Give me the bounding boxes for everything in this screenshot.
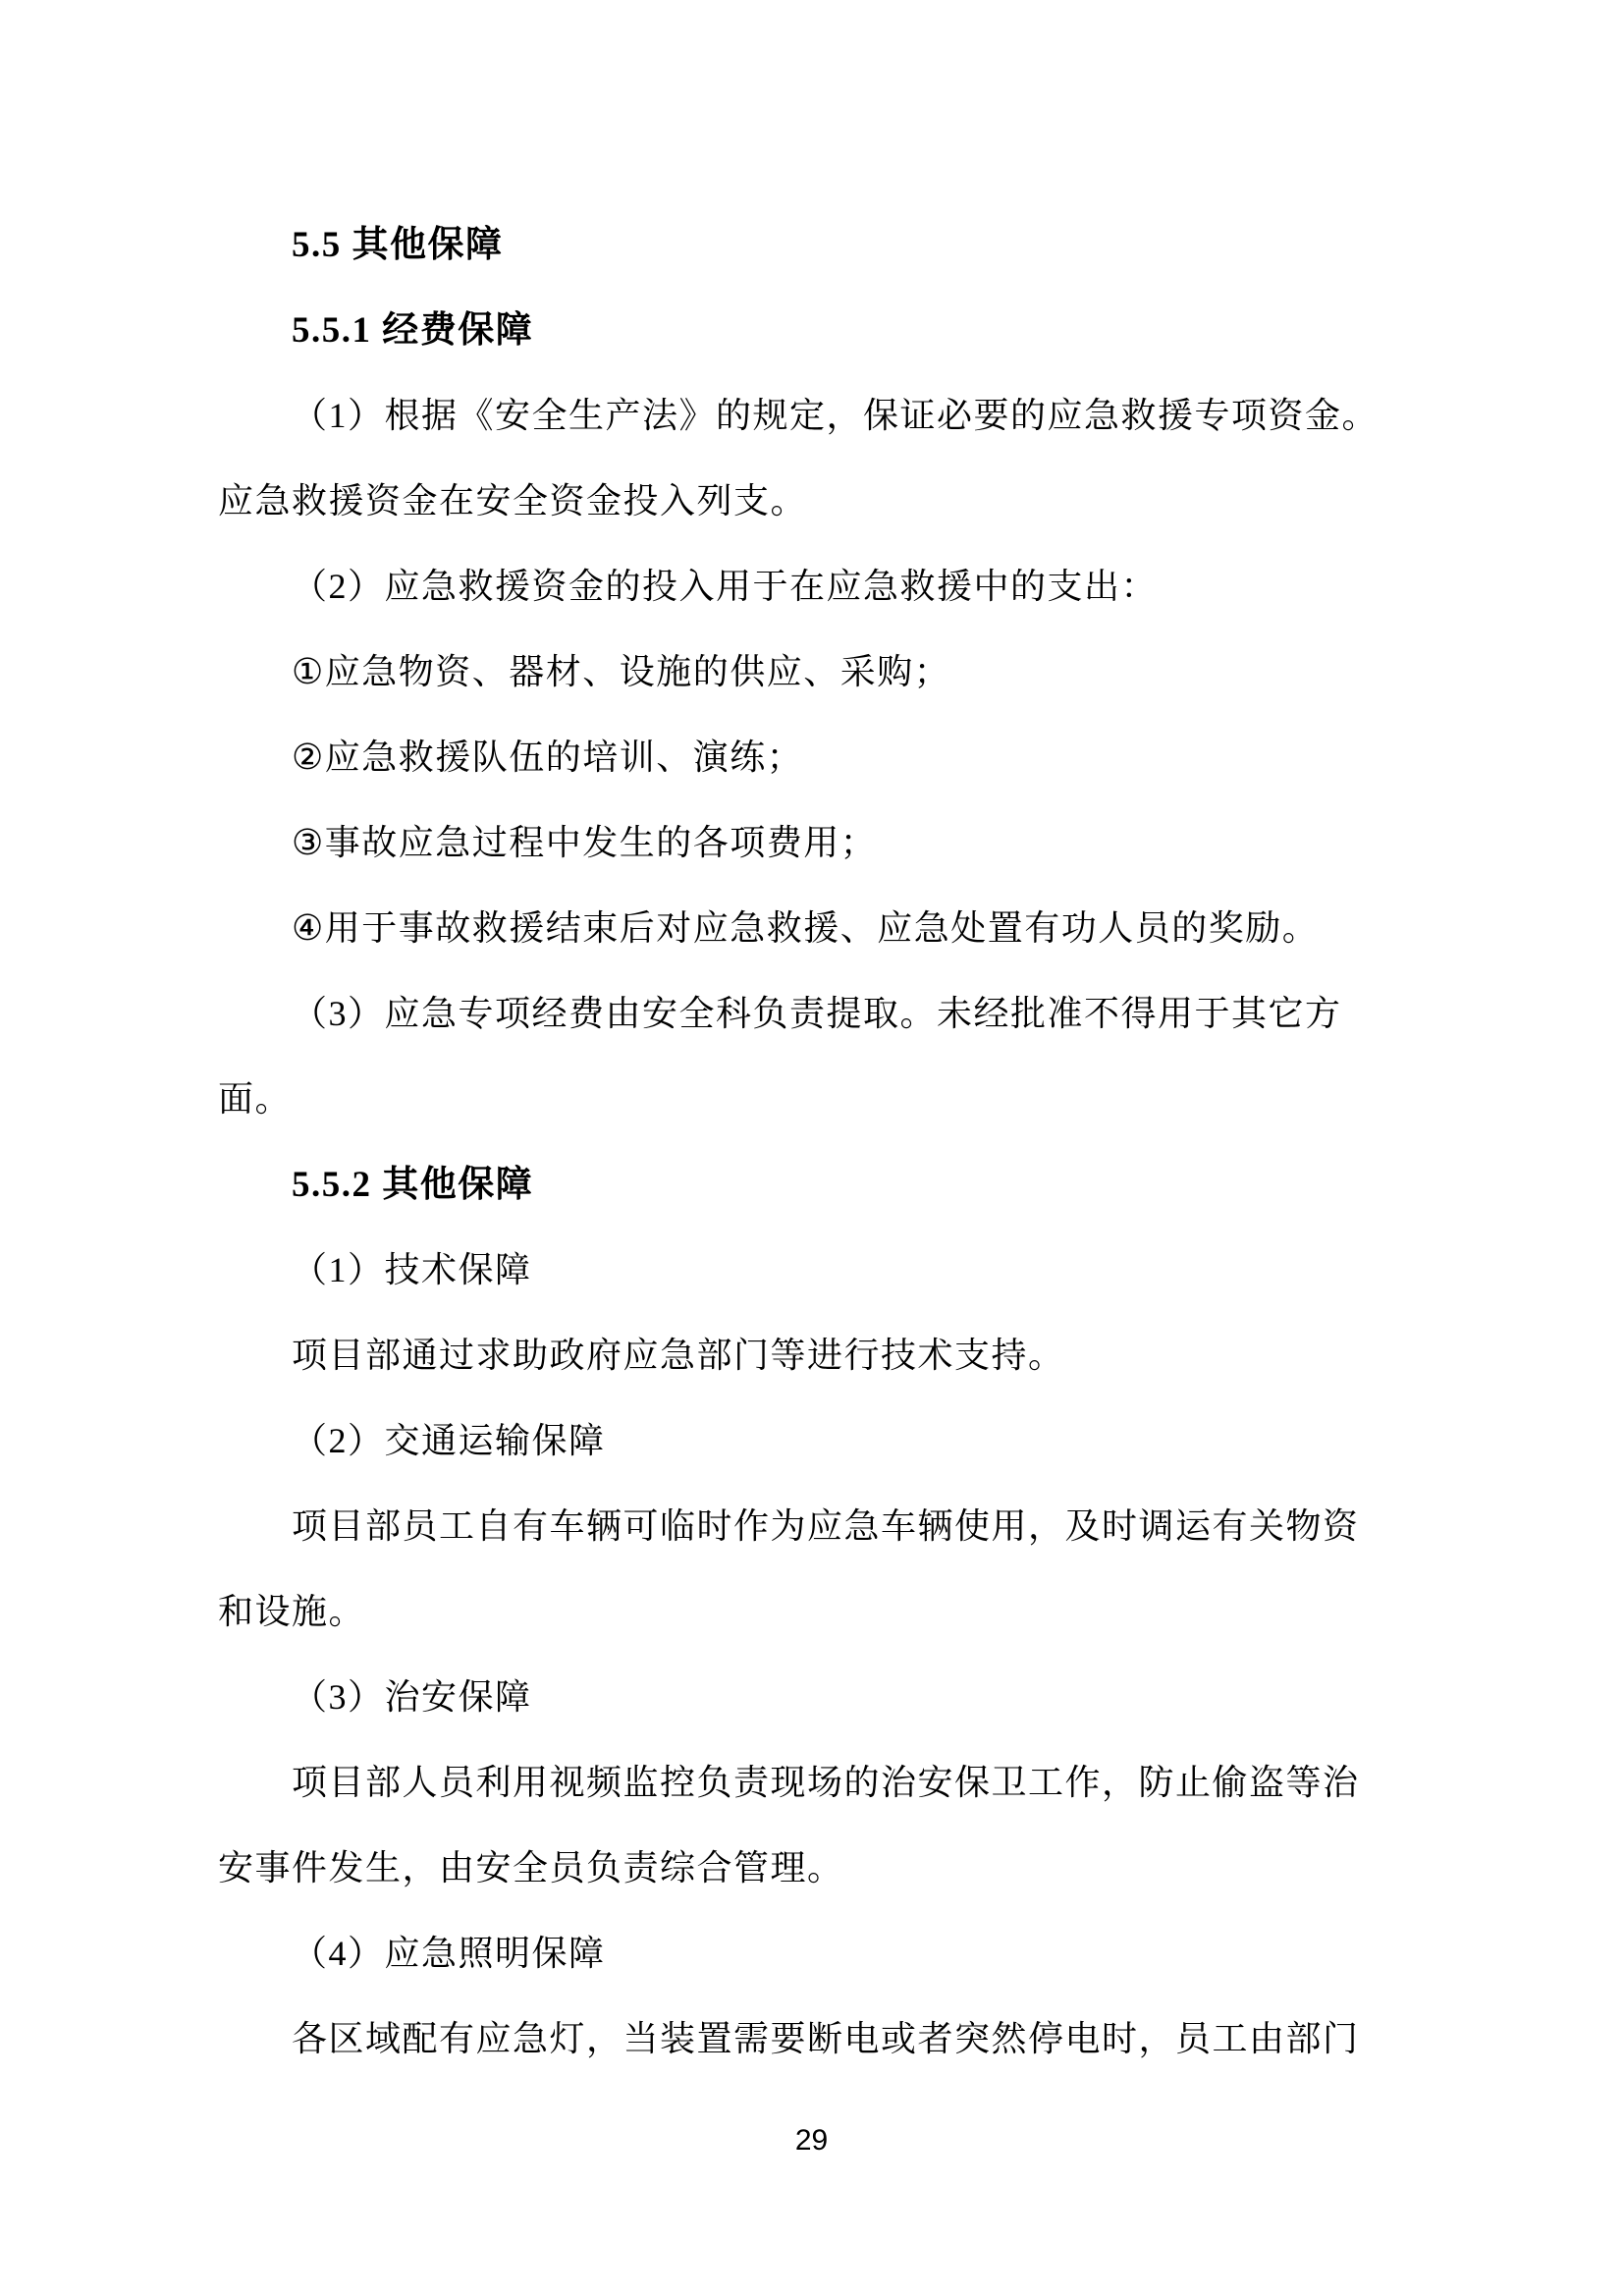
text-line: ①应急物资、器材、设施的供应、采购； [292, 652, 951, 691]
text-line: 各区域配有应急灯，当装置需要断电或者突然停电时，员工由部门 [292, 2019, 1360, 2058]
text-line: 和设施。 [218, 1592, 366, 1631]
text-line: 项目部员工自有车辆可临时作为应急车辆使用，及时调运有关物资 [292, 1506, 1360, 1546]
text-line: 项目部通过求助政府应急部门等进行技术支持。 [292, 1336, 1065, 1375]
section-heading: 5.5 其他保障 [292, 225, 504, 265]
text-line: ②应急救援队伍的培训、演练； [292, 738, 804, 777]
text-line: （3）治安保障 [292, 1677, 532, 1717]
document-body [218, 202, 1396, 2082]
text-line: 安事件发生，由安全员负责综合管理。 [218, 1848, 844, 1887]
text-line: ④用于事故救援结束后对应急救援、应急处置有功人员的奖励。 [292, 908, 1320, 948]
text-line: 项目部人员利用视频监控负责现场的治安保卫工作，防止偷盗等治 [292, 1763, 1360, 1802]
text-line: （3）应急专项经费由安全科负责提取。未经批准不得用于其它方 [292, 994, 1342, 1033]
text-line: ③事故应急过程中发生的各项费用； [292, 823, 878, 862]
text-line: 应急救援资金在安全资金投入列支。 [218, 481, 808, 520]
section-heading: 5.5.2 其他保障 [292, 1165, 534, 1205]
text-line: （1）根据《安全生产法》的规定，保证必要的应急救援专项资金。 [292, 396, 1380, 435]
page-number: 29 [794, 2124, 829, 2157]
text-line: （2）应急救援资金的投入用于在应急救援中的支出： [292, 567, 1159, 606]
text-line: （1）技术保障 [292, 1250, 532, 1289]
section-heading: 5.5.1 经费保障 [292, 310, 534, 351]
text-line: （2）交通运输保障 [292, 1421, 606, 1460]
text-line: （4）应急照明保障 [292, 1934, 606, 1973]
text-line: 面。 [218, 1079, 293, 1119]
